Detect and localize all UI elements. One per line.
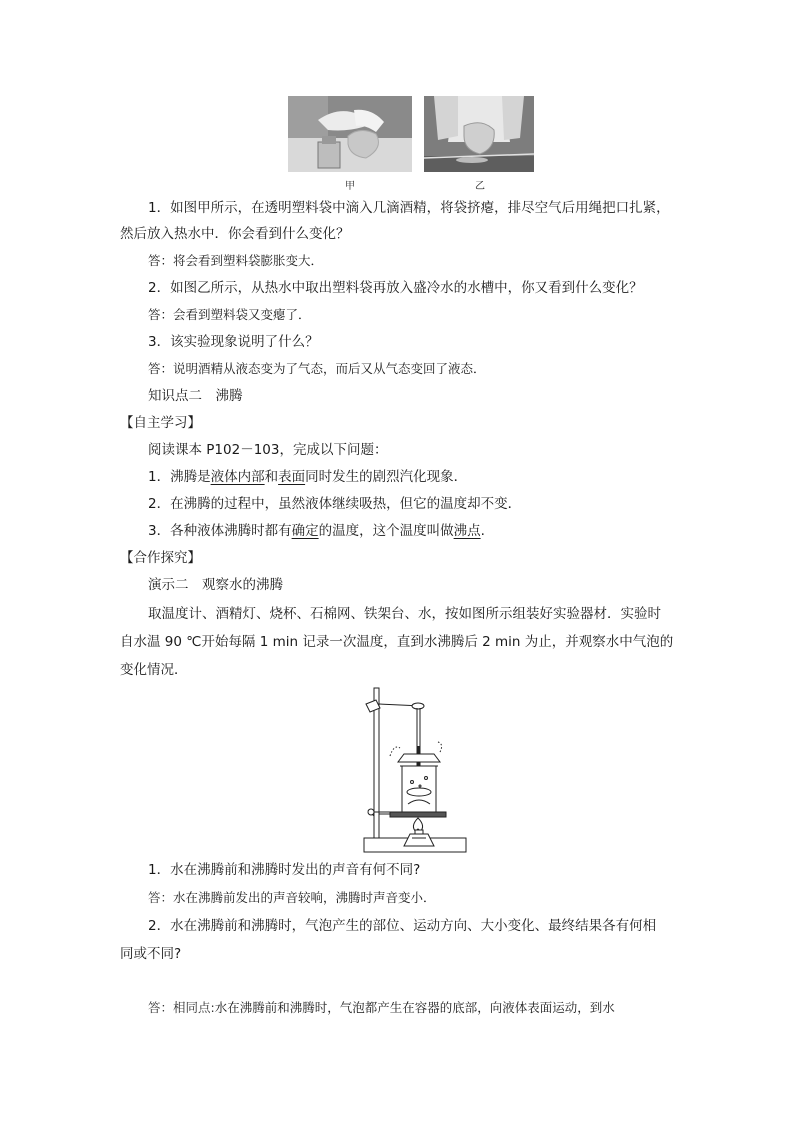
boiling-question-1: 1．水在沸腾前和沸腾时发出的声音有何不同? [148, 862, 421, 878]
fill-item-3 [148, 521, 485, 541]
demo-text-line-1: 取温度计、酒精灯、烧杯、石棉网、铁架台、水，按如图所示组装好实验器材．实验时 [148, 606, 661, 622]
photo-yi [424, 96, 534, 172]
fill-1-blank-2: 表面 [278, 469, 306, 485]
demo-text-line-2: 自水温 90 ℃开始每隔 1 min 记录一次温度，直到水沸腾后 2 min 为止，并观察水中气泡的 [120, 634, 674, 650]
fill-3-suffix: . [480, 523, 485, 539]
question-2: 2．如图乙所示，从热水中取出塑料袋再放入盛冷水的水槽中，你又看到什么变化？ [148, 280, 643, 296]
question-3: 3．该实验现象说明了什么？ [148, 334, 319, 350]
section-heading-boiling: 知识点二 沸腾 [148, 388, 243, 404]
boiling-apparatus-diagram [360, 686, 470, 854]
demo-text-line-3: 变化情况． [120, 662, 188, 678]
reading-instruction: 阅读课本 P102－103，完成以下问题： [148, 442, 388, 458]
boiling-answer-2-text: 水在沸腾前和沸腾时，气泡都产生在容器的底部，向液体表面运动，到水 [214, 1000, 615, 1015]
question-1-continued: 然后放入热水中．你会看到什么变化？ [120, 226, 350, 242]
answer-1: 答：将会看到塑料袋膨胀变大． [148, 253, 324, 268]
fill-1-suffix: 同时发生的剧烈汽化现象． [305, 469, 468, 485]
cooperative-inquiry-heading: 【合作探究】 [120, 550, 201, 566]
answer-2: 答：会看到塑料袋又变瘪了． [148, 307, 311, 322]
boiling-answer-1-text: 水在沸腾前发出的声音较响，沸腾时声音变小． [173, 890, 436, 905]
demo-2-heading: 演示二 观察水的沸腾 [148, 577, 283, 593]
experiment-photos [288, 96, 538, 172]
fill-3-middle: 的温度，这个温度叫做 [318, 523, 454, 539]
caption-yi: 乙 [475, 181, 485, 192]
boiling-answer-2 [148, 998, 615, 1018]
fill-1-prefix: 1．沸腾是 [148, 469, 211, 485]
fill-3-prefix: 3．各种液体沸腾时都有 [148, 523, 292, 539]
answer-label-same: 答：相同点: [148, 1000, 215, 1015]
answer-label: 答： [148, 890, 174, 905]
answer-3: 答：说明酒精从液态变为了气态，而后又从气态变回了液态． [148, 361, 486, 376]
boiling-question-2-continued: 同或不同? [120, 946, 182, 962]
self-study-heading: 【自主学习】 [120, 415, 201, 431]
photo-jia [288, 96, 412, 172]
caption-jia: 甲 [345, 181, 355, 192]
question-1: 1．如图甲所示，在透明塑料袋中滴入几滴酒精，将袋挤瘪，排尽空气后用绳把口扎紧， [148, 200, 670, 216]
fill-3-blank-1: 确定 [291, 523, 319, 539]
boiling-question-2: 2．水在沸腾前和沸腾时，气泡产生的部位、运动方向、大小变化、最终结果各有何相 [148, 918, 657, 934]
fill-3-blank-2: 沸点 [453, 523, 481, 539]
fill-item-2: 2．在沸腾的过程中，虽然液体继续吸热，但它的温度却不变． [148, 496, 522, 512]
boiling-answer-1 [148, 888, 436, 908]
fill-item-1 [148, 467, 467, 487]
fill-1-middle: 和 [264, 469, 279, 485]
fill-1-blank-1: 液体内部 [210, 469, 265, 485]
